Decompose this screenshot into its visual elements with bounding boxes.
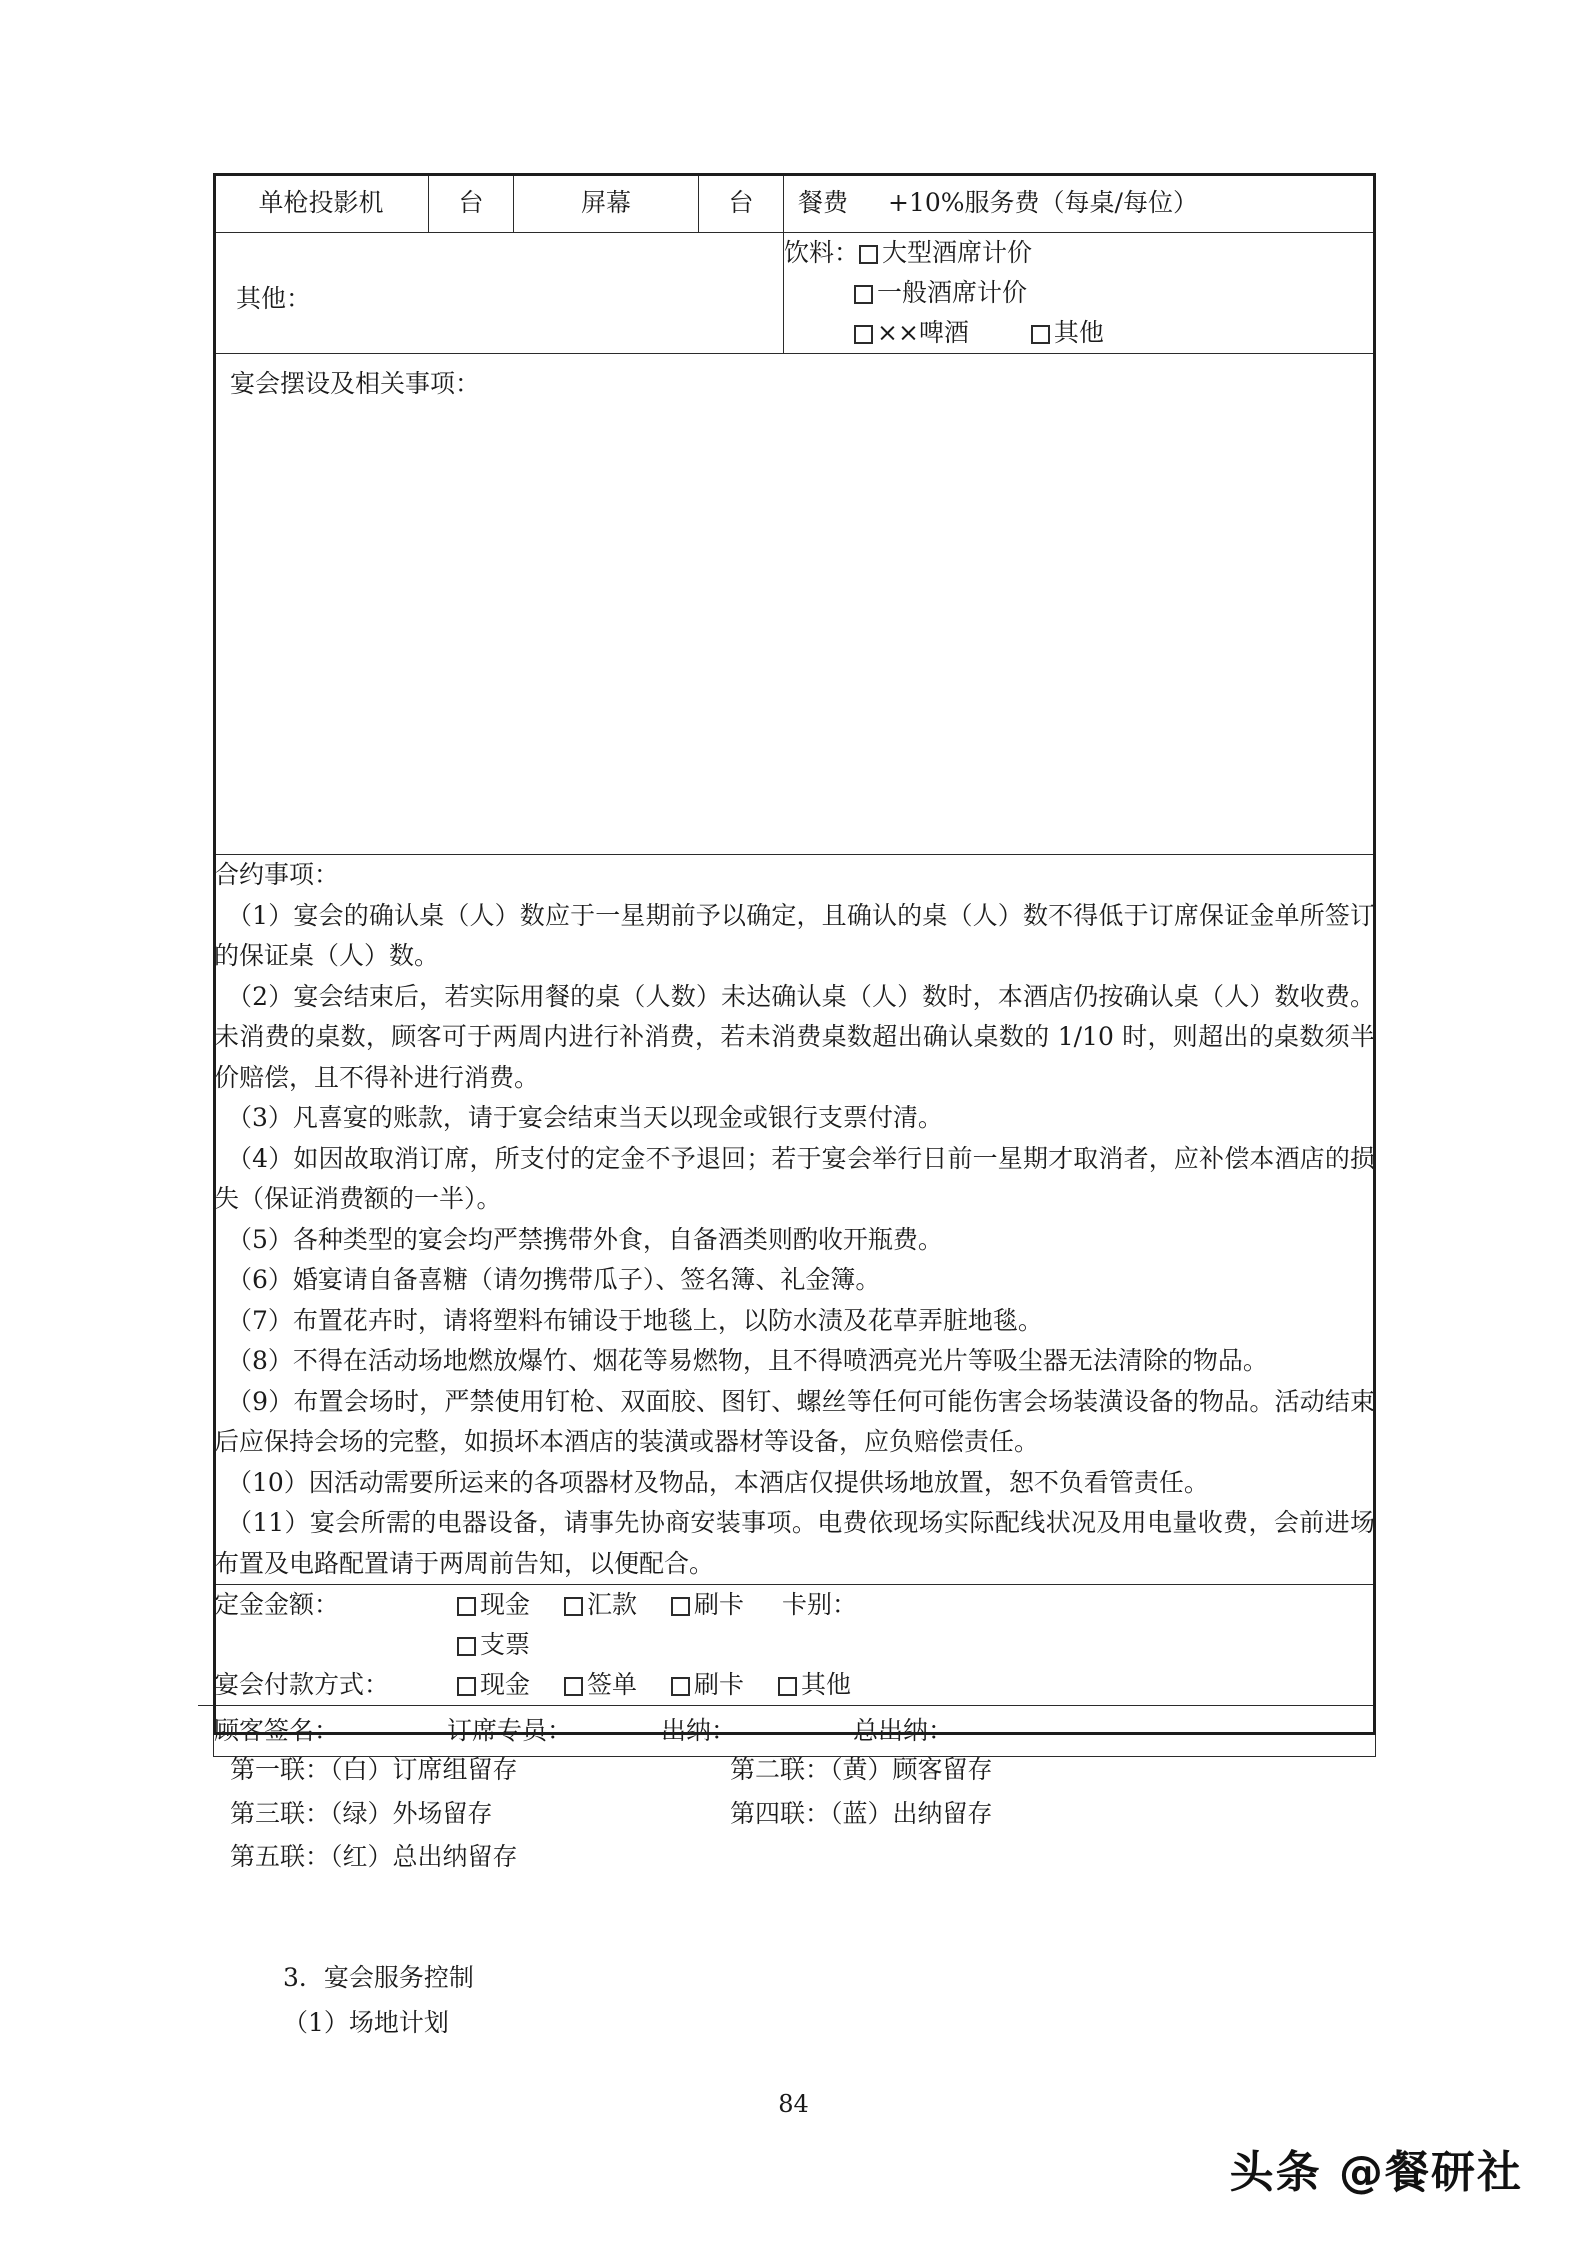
- table-row-terms: [214, 855, 1376, 1585]
- other-label: 其他：: [236, 284, 312, 313]
- signature-cashier[interactable]: 出纳：: [661, 1716, 737, 1745]
- copy-distribution-list: [230, 1748, 1370, 1879]
- fee-value: +10%服务费（每桌/每位）: [888, 187, 1198, 217]
- method-option-other[interactable]: [778, 1665, 851, 1705]
- equipment-item2-unit: 台: [699, 174, 784, 233]
- term-item-5: （5）各种类型的宴会均严禁携带外食，自备酒类则酌收开瓶费。: [227, 1224, 943, 1254]
- beverage-line-1: [784, 233, 1375, 273]
- checkbox-icon[interactable]: [457, 1637, 476, 1656]
- checkbox-icon[interactable]: [1031, 325, 1050, 344]
- other-cell: [214, 233, 784, 354]
- checkbox-icon[interactable]: [457, 1677, 476, 1696]
- checkbox-icon[interactable]: [671, 1677, 690, 1696]
- deposit-label: 定金金额：: [214, 1590, 340, 1619]
- term-item-9: （9）布置会场时，严禁使用钉枪、双面胶、图钉、螺丝等任何可能伤害会场装潢设备的物品。活动结束后应保持会场的完整，如损坏本酒店的装潢或器材等设备，应负赔偿责任。: [214, 1386, 1375, 1456]
- copy-1: 第一联：（白）订席组留存: [230, 1755, 518, 1784]
- fee-label: 餐费: [798, 187, 849, 217]
- checkbox-icon[interactable]: [564, 1677, 583, 1696]
- beverage-label: 饮料：: [784, 238, 860, 267]
- checkbox-icon[interactable]: [859, 245, 878, 264]
- table-row-payment: [214, 1585, 1376, 1757]
- checkbox-icon[interactable]: [854, 285, 873, 304]
- term-item-4: （4）如因故取消订席，所支付的定金不予退回；若于宴会举行日前一星期才取消者，应补偿本酒店的损失（保证消费额的一半）。: [214, 1143, 1375, 1213]
- copy-row: [230, 1748, 1370, 1792]
- setup-cell[interactable]: [214, 354, 1376, 855]
- fee-cell: [784, 174, 1376, 233]
- beverage-option-beer: ××啤酒: [877, 318, 969, 347]
- deposit-option-cash[interactable]: [457, 1585, 530, 1625]
- setup-label: 宴会摆设及相关事项：: [230, 369, 481, 398]
- deposit-row: [214, 1585, 1375, 1625]
- payment-cell: [214, 1585, 1376, 1757]
- table-row-other-beverage: [214, 233, 1376, 354]
- deposit-option-card-label: 刷卡: [694, 1590, 745, 1619]
- terms-heading: 合约事项：: [214, 860, 340, 889]
- banquet-order-form: [213, 173, 1376, 1757]
- checkbox-icon[interactable]: [457, 1597, 476, 1616]
- copy-row: [230, 1792, 1370, 1836]
- copy-3: 第三联：（绿）外场留存: [230, 1798, 493, 1828]
- deposit-option-remittance-label: 汇款: [587, 1590, 638, 1619]
- term-item-11: （11）宴会所需的电器设备，请事先协商安装事项。电费依现场实际配线状况及用电量收费，会前进场布置及电路配置请于两周前告知，以便配合。: [214, 1508, 1375, 1578]
- method-option-signbill[interactable]: [564, 1665, 637, 1705]
- watermark: 头条 @餐研社: [1229, 2147, 1523, 2198]
- deposit-option-cash-label: 现金: [480, 1590, 531, 1619]
- method-option-cash[interactable]: [457, 1665, 530, 1705]
- beverage-cell: [784, 233, 1376, 354]
- beverage-line-3: [784, 313, 1375, 353]
- deposit-option-remittance[interactable]: [564, 1585, 637, 1625]
- copy-5: 第五联：（红）总出纳留存: [230, 1842, 518, 1871]
- checkbox-icon[interactable]: [854, 325, 873, 344]
- term-item-3: （3）凡喜宴的账款，请于宴会结束当天以现金或银行支票付清。: [227, 1103, 943, 1132]
- term-item-10: （10）因活动需要所运来的各项器材及物品，本酒店仅提供场地放置，恕不负看管责任。: [227, 1467, 1209, 1497]
- term-item-8: （8）不得在活动场地燃放爆竹、烟花等易燃物，且不得喷洒亮光片等吸尘器无法清除的物品。: [227, 1346, 1268, 1375]
- beverage-option-large: 大型酒席计价: [882, 238, 1033, 267]
- beverage-option-general: 一般酒席计价: [877, 278, 1028, 307]
- beverage-line-2: [784, 273, 1375, 313]
- checkbox-icon[interactable]: [564, 1597, 583, 1616]
- copy-row: [230, 1835, 1370, 1879]
- section-text: [283, 1956, 474, 2045]
- term-item-6: （6）婚宴请自备喜糖（请勿携带瓜子）、签名簿、礼金簿。: [227, 1265, 881, 1294]
- term-item-7: （7）布置花卉时，请将塑料布铺设于地毯上，以防水渍及花草弄脏地毯。: [227, 1305, 1043, 1335]
- equipment-item2-label: 屏幕: [514, 174, 699, 233]
- deposit-option-card[interactable]: [671, 1585, 744, 1625]
- method-option-other-label: 其他: [801, 1670, 852, 1699]
- method-option-card-label: 刷卡: [694, 1670, 745, 1699]
- checkbox-icon[interactable]: [671, 1597, 690, 1616]
- table-row-equipment: [214, 174, 1376, 233]
- deposit-option-check-label: 支票: [480, 1630, 531, 1659]
- payment-method-label: 宴会付款方式：: [214, 1670, 390, 1699]
- method-option-card[interactable]: [671, 1665, 744, 1705]
- equipment-item1-label: 单枪投影机: [214, 174, 429, 233]
- terms-cell: [214, 855, 1376, 1585]
- equipment-item1-unit: 台: [429, 174, 514, 233]
- term-item-2: （2）宴会结束后，若实际用餐的桌（人数）未达确认桌（人）数时，本酒店仍按确认桌（人）数收费。未消费的桌数，顾客可于两周内进行补消费，若未消费桌数超出确认桌数的 1/10 时，则超出的桌数须半价赔偿，且不得补进行消费。: [214, 981, 1375, 1092]
- checkbox-icon[interactable]: [778, 1677, 797, 1696]
- method-option-cash-label: 现金: [480, 1670, 531, 1699]
- signature-chief-cashier[interactable]: 总出纳：: [853, 1716, 954, 1745]
- beverage-option-other: 其他: [1053, 318, 1104, 347]
- card-type-label: 卡别：: [782, 1590, 858, 1619]
- table-row-setup: [214, 354, 1376, 855]
- deposit-option-check[interactable]: [457, 1625, 530, 1665]
- section-heading: 3．宴会服务控制: [283, 1963, 474, 1992]
- deposit-row-2: [214, 1625, 1375, 1665]
- payment-method-row: [214, 1665, 1375, 1705]
- signature-customer[interactable]: 顾客签名：: [214, 1716, 340, 1745]
- signature-booking-officer[interactable]: 订席专员：: [447, 1716, 573, 1745]
- page-number: 84: [778, 2090, 809, 2118]
- method-option-signbill-label: 签单: [587, 1670, 638, 1699]
- section-subheading: （1）场地计划: [283, 2007, 449, 2037]
- copy-2: 第二联：（黄）顾客留存: [730, 1755, 993, 1784]
- term-item-1: （1）宴会的确认桌（人）数应于一星期前予以确定，且确认的桌（人）数不得低于订席保证金单所签订的保证桌（人）数。: [214, 900, 1375, 970]
- copy-4: 第四联：（蓝）出纳留存: [730, 1798, 993, 1828]
